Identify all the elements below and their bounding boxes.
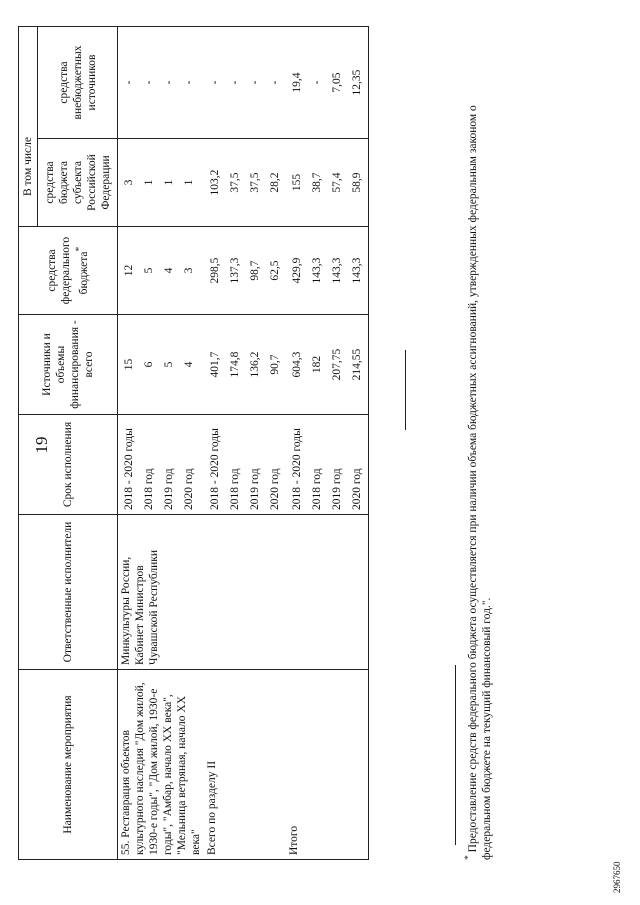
- federal-value: 98,7: [249, 260, 261, 281]
- subject-value: 37,5: [249, 172, 261, 193]
- total-value: 182: [311, 355, 323, 374]
- term-value: 2019 год: [249, 468, 261, 510]
- table-row: [204, 27, 286, 860]
- extrabudget-value: -: [229, 80, 241, 85]
- header-executors: Ответственные исполнители: [19, 515, 118, 670]
- extrabudget-value: -: [183, 80, 195, 85]
- header-extrabudget: средства внебюджетных источников: [38, 27, 118, 139]
- total-value: 6: [143, 361, 155, 368]
- section-total-label: Всего по разделу II: [206, 760, 218, 855]
- header-federal-mark: *: [74, 246, 86, 252]
- financing-table: [18, 26, 369, 860]
- total-value: 174,8: [229, 351, 241, 378]
- executors-text: Минкультуры России, Кабинет Министров Чувашской Республики: [120, 549, 160, 665]
- total-value: 207,75: [331, 348, 343, 381]
- cell-total: [118, 315, 205, 415]
- cell-subject: [286, 139, 369, 227]
- subject-value: 38,7: [311, 172, 323, 193]
- federal-value: 143,3: [351, 257, 363, 284]
- table-row: [286, 27, 369, 860]
- header-group: В том числе: [19, 27, 38, 227]
- cell-executors: [286, 515, 369, 670]
- footnote-text: Предоставление средств федерального бюджета осуществляется при наличии объема бюджетных ассигнований, утвержденных федеральным законом о федеральном бюджете на текущий финансовый год.".: [466, 105, 493, 860]
- cell-extrabudget: [286, 27, 369, 139]
- grand-total-label: Итого: [288, 825, 300, 855]
- total-value: 401,7: [209, 351, 221, 378]
- federal-value: 4: [163, 267, 175, 274]
- cell-executors: [204, 515, 286, 670]
- subject-value: 1: [163, 179, 175, 186]
- subject-value: 3: [123, 179, 135, 186]
- extrabudget-value: -: [249, 80, 261, 85]
- cell-federal: [204, 227, 286, 315]
- header-federal-label: средства федерального бюджета: [46, 236, 90, 305]
- subject-value: 57,4: [331, 172, 343, 193]
- cell-executors: [118, 515, 205, 670]
- cell-term: [204, 415, 286, 515]
- federal-value: 12: [123, 264, 135, 277]
- extrabudget-value: -: [311, 80, 323, 85]
- extrabudget-value: -: [209, 80, 221, 85]
- subject-value: 28,2: [269, 172, 281, 193]
- subject-value: 1: [183, 179, 195, 186]
- document-number: 2967650: [612, 861, 622, 893]
- separator-line: [405, 350, 406, 430]
- subject-value: 103,2: [209, 169, 221, 196]
- cell-total: [286, 315, 369, 415]
- term-value: 2018 год: [311, 468, 323, 510]
- extrabudget-value: 12,35: [351, 69, 363, 96]
- term-value: 2018 - 2020 годы: [209, 428, 221, 510]
- federal-value: 143,3: [331, 257, 343, 284]
- federal-value: 5: [143, 267, 155, 274]
- federal-value: 137,3: [229, 257, 241, 284]
- header-name: Наименование мероприятия: [19, 670, 118, 860]
- term-value: 2018 год: [229, 468, 241, 510]
- header-total: Источники и объемы финансирования - всего: [19, 315, 118, 415]
- cell-total: [204, 315, 286, 415]
- cell-term: [286, 415, 369, 515]
- cell-name: [118, 670, 205, 860]
- extrabudget-value: -: [269, 80, 281, 85]
- total-value: 214,55: [351, 348, 363, 381]
- extrabudget-value: -: [143, 80, 155, 85]
- term-value: 2018 год: [143, 468, 155, 510]
- table-row: [118, 27, 205, 860]
- cell-federal: [286, 227, 369, 315]
- extrabudget-value: -: [123, 80, 135, 85]
- extrabudget-value: 7,05: [331, 72, 343, 93]
- term-value: 2020 год: [351, 468, 363, 510]
- total-value: 4: [183, 361, 195, 368]
- cell-subject: [118, 139, 205, 227]
- cell-name: [204, 670, 286, 860]
- cell-subject: [204, 139, 286, 227]
- footnote-mark: *: [463, 855, 474, 860]
- subject-value: 1: [143, 179, 155, 186]
- extrabudget-value: -: [163, 80, 175, 85]
- total-value: 90,7: [269, 354, 281, 375]
- subject-value: 37,5: [229, 172, 241, 193]
- total-value: 15: [123, 358, 135, 371]
- header-subject: средства бюджета субъекта Российской Федерации: [38, 139, 118, 227]
- term-value: 2018 - 2020 годы: [291, 428, 303, 510]
- term-value: 2020 год: [269, 468, 281, 510]
- footnote: [462, 80, 494, 860]
- subject-value: 58,9: [351, 172, 363, 193]
- row-number: 55.: [120, 840, 132, 855]
- cell-term: [118, 415, 205, 515]
- header-term: Срок исполнения: [19, 415, 118, 515]
- cell-federal: [118, 227, 205, 315]
- term-value: 2019 год: [331, 468, 343, 510]
- federal-value: 298,5: [209, 257, 221, 284]
- term-value: 2018 - 2020 годы: [123, 428, 135, 510]
- cell-extrabudget: [118, 27, 205, 139]
- total-value: 604,3: [291, 351, 303, 378]
- page-number: 19: [32, 436, 51, 454]
- cell-name: [286, 670, 369, 860]
- footnote-rule: [455, 665, 456, 845]
- federal-value: 3: [183, 267, 195, 274]
- extrabudget-value: 19,4: [291, 72, 303, 93]
- cell-extrabudget: [204, 27, 286, 139]
- federal-value: 143,3: [311, 257, 323, 284]
- term-value: 2020 год: [183, 468, 195, 510]
- subject-value: 155: [291, 173, 303, 192]
- federal-value: 62,5: [269, 260, 281, 281]
- total-value: 136,2: [249, 351, 261, 378]
- total-value: 5: [163, 361, 175, 368]
- event-name: Реставрация объектов культурного наследия "Дом жилой, 1930-е годы", "Дом жилой, 1930-е годы", "Амбар, начало XX века", "Мельница ветряная, начало XX века": [120, 682, 202, 855]
- federal-value: 429,9: [291, 257, 303, 284]
- term-value: 2019 год: [163, 468, 175, 510]
- header-federal: [19, 227, 118, 315]
